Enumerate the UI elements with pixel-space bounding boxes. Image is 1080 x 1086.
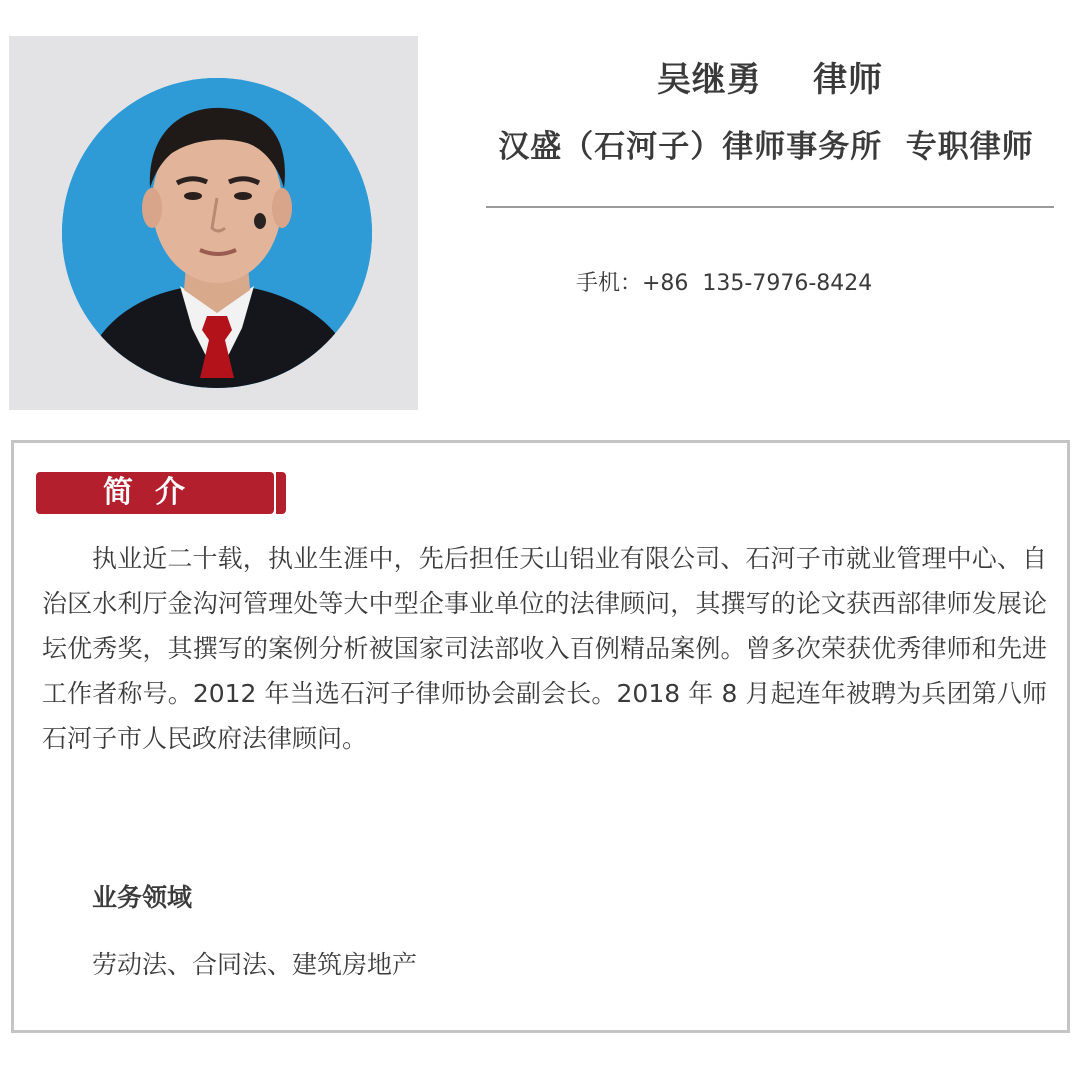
photo-panel [9,36,418,410]
practice-areas-heading: 业务领域 [92,883,193,912]
portrait-illustration [62,78,372,388]
bio-label-accent [276,472,286,514]
header-divider [486,206,1054,208]
phone-number: 手机：+86 135-7976-8424 [576,271,873,296]
bio-paragraph: 执业近二十载，执业生涯中，先后担任天山铝业有限公司、石河子市就业管理中心、自治区水利厅金沟河管理处等大中型企事业单位的法律顾问，其撰写的论文获西部律师发展论坛优秀奖，其撰写的案例分析被国家司法部收入百例精品案例。曾多次荣获优秀律师和先进工作者称号。2012 年当选石河子律师协会副会长。2018 年 8 月起连年被聘为兵团第八师石河子市人民政府法律顾问。 [42,544,1047,753]
bio-section-label: 简介 [36,472,274,514]
lawyer-name-title: 吴继勇 律师 [656,60,884,100]
lawyer-portrait [62,78,372,388]
practice-areas-list: 劳动法、合同法、建筑房地产 [92,950,418,979]
law-firm-position: 汉盛（石河子）律师事务所 专职律师 [498,129,1034,165]
biography-card [11,440,1070,1033]
